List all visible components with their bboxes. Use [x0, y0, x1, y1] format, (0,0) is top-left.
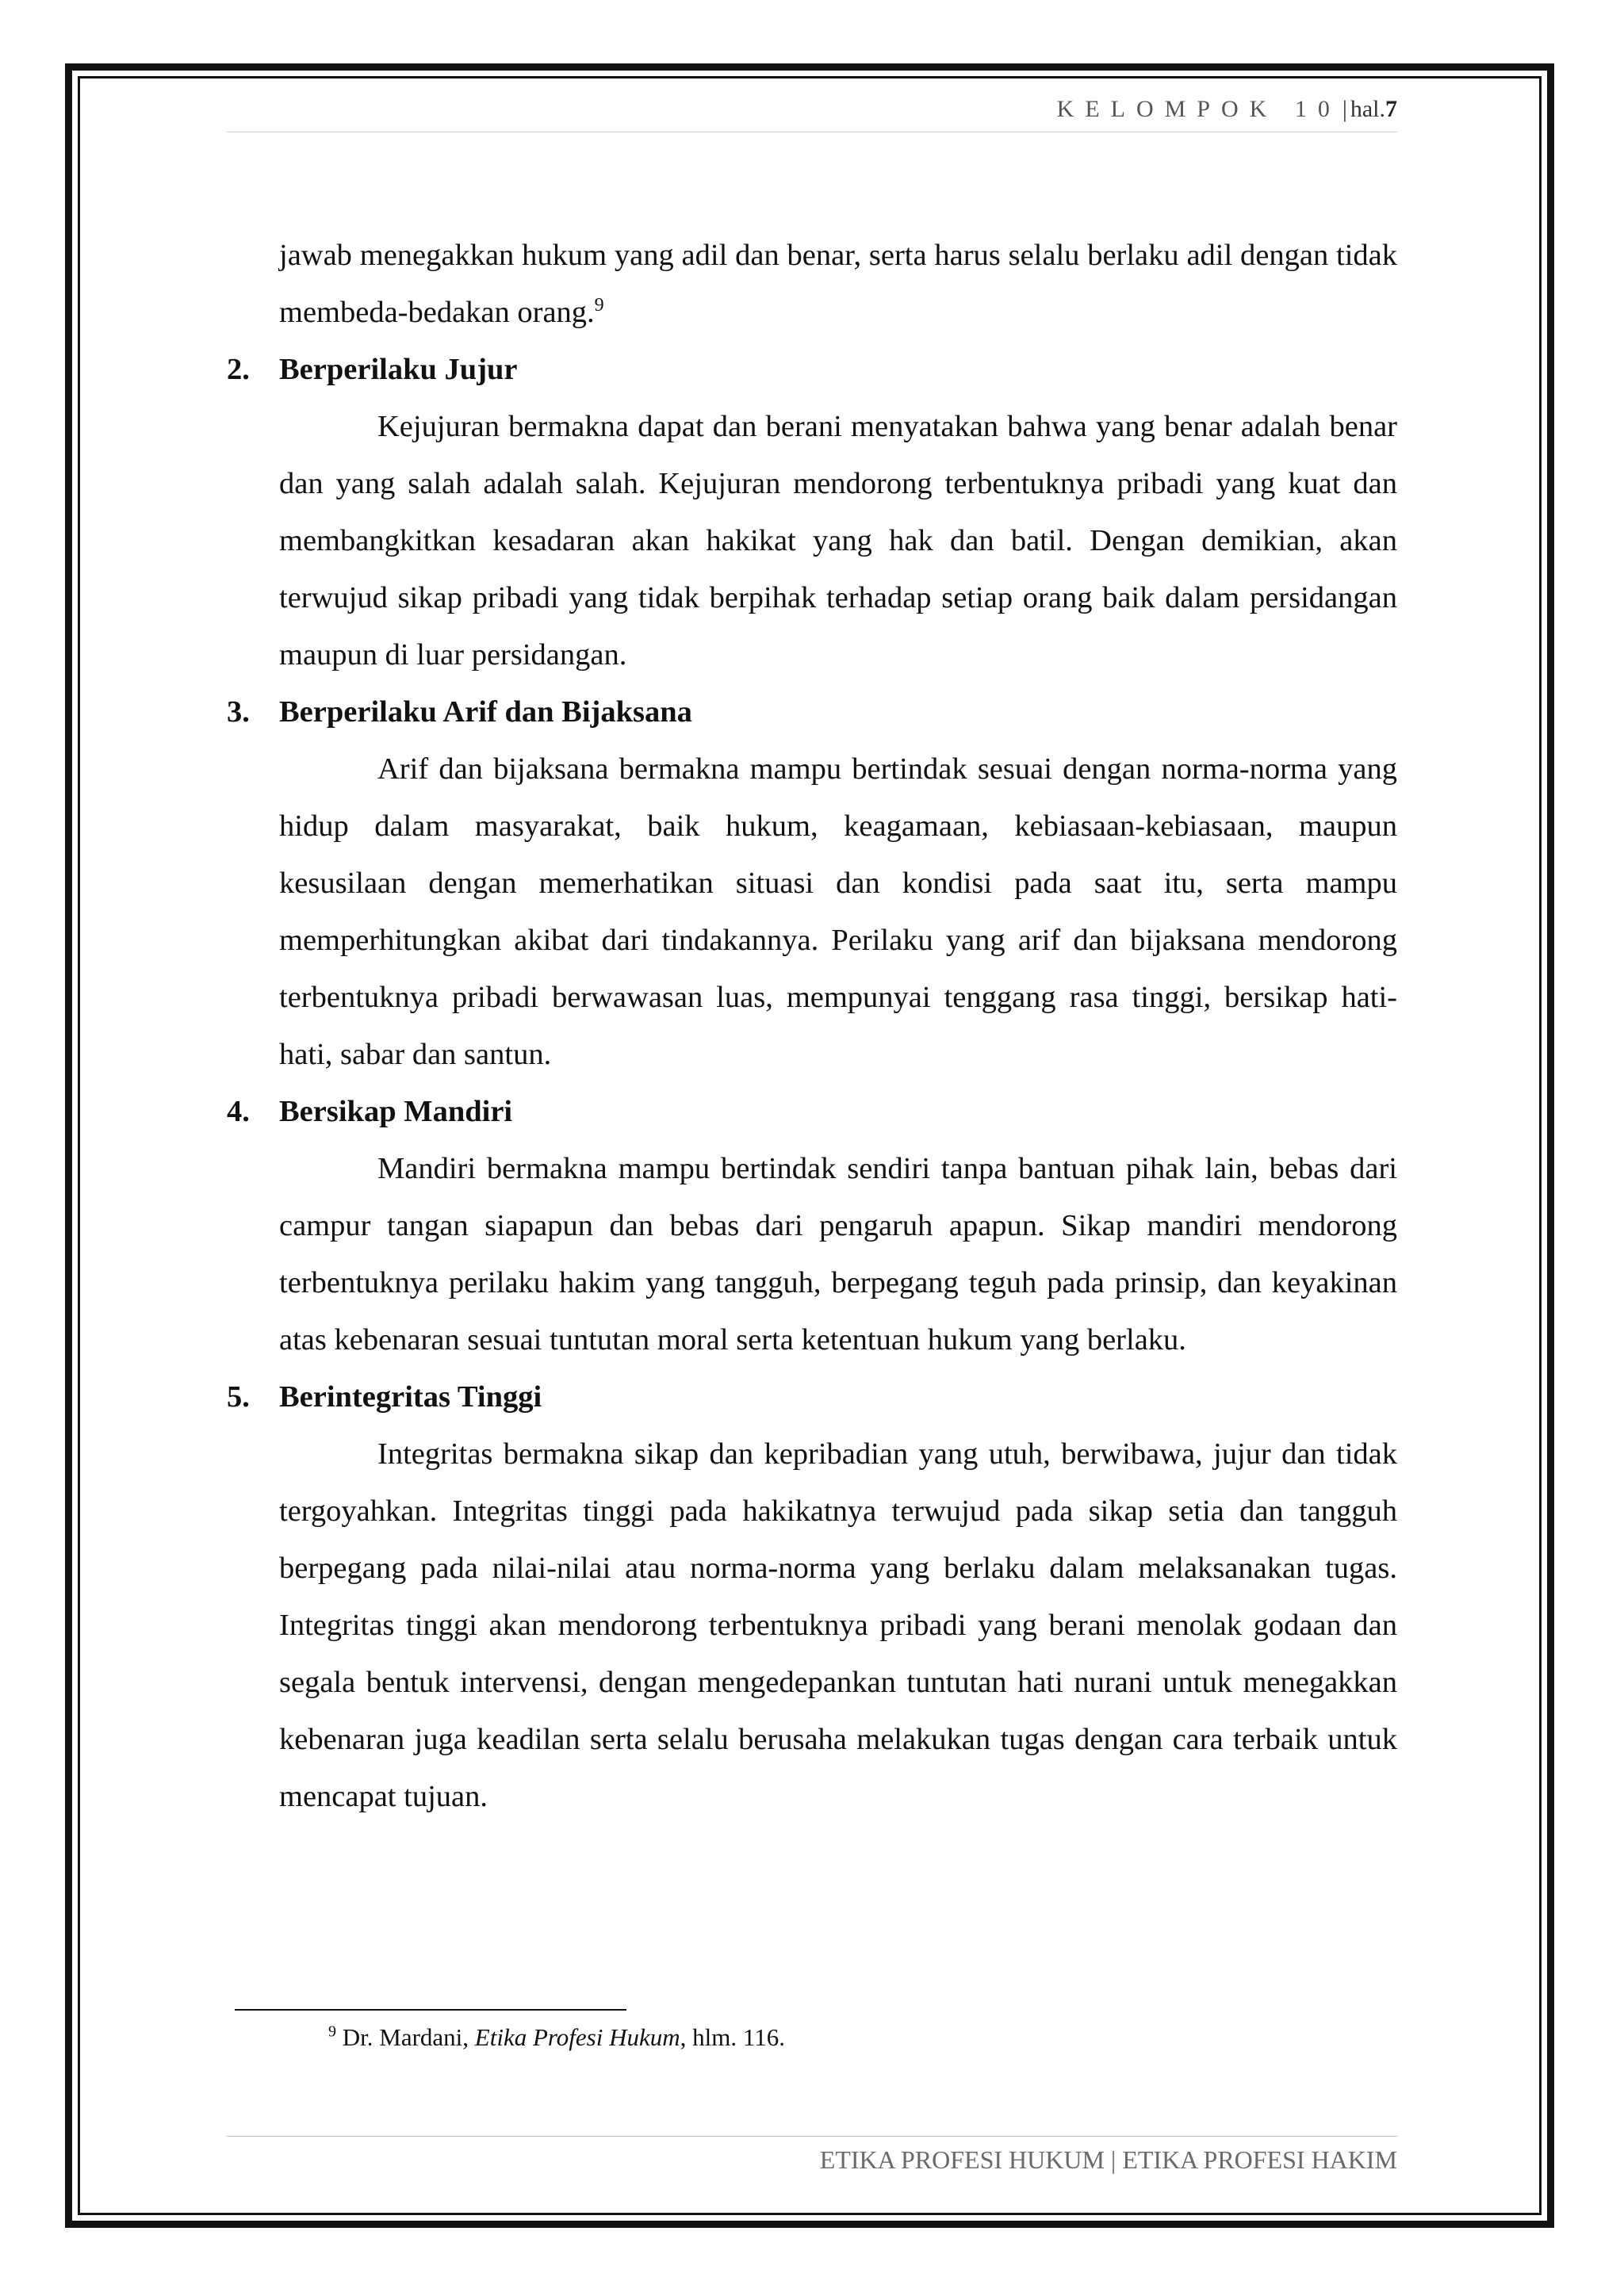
section-berperilaku-jujur [227, 341, 1397, 683]
section-number: 3. [227, 695, 250, 729]
page-header [1057, 94, 1397, 125]
header-separator: | [1342, 96, 1347, 122]
section-heading [227, 341, 1397, 398]
header-page-label: hal. [1350, 96, 1385, 122]
section-number: 4. [227, 1095, 250, 1128]
section-bersikap-mandiri [227, 1083, 1397, 1368]
section-paragraph: Kejujuran bermakna dapat dan berani menyatakan bahwa yang benar adalah benar dan yang salah adalah salah. Kejujuran mendorong terbentuknya pribadi yang kuat dan membangkitkan kesadaran akan hakikat yang hak dan batil. Dengan demikian, akan terwujud sikap pribadi yang tidak berpihak terhadap setiap orang baik dalam persidangan maupun di luar persidangan. [279, 410, 1397, 672]
footnote-citation: , hlm. 116. [680, 2023, 785, 2051]
section-title: Bersikap Mandiri [279, 1095, 513, 1128]
section-title: Berperilaku Arif dan Bijaksana [279, 695, 692, 729]
section-paragraph: Mandiri bermakna mampu bertindak sendiri tanpa bantuan pihak lain, bebas dari campur tangan siapapun dan bebas dari pengaruh apapun. Sikap mandiri mendorong terbentuknya perilaku hakim yang tangguh, berpegang teguh pada prinsip, dan keyakinan atas kebenaran sesuai tuntutan moral serta ketentuan hukum yang berlaku. [279, 1152, 1397, 1357]
section-berperilaku-arif [227, 683, 1397, 1083]
page-footer: ETIKA PROFESI HUKUM | ETIKA PROFESI HAKIM [819, 2145, 1397, 2174]
section-number: 2. [227, 353, 250, 386]
footnote-title: Etika Profesi Hukum [474, 2023, 680, 2051]
section-heading [227, 683, 1397, 740]
section-heading [227, 1083, 1397, 1140]
footnote-number: 9 [328, 2022, 336, 2041]
section-paragraph: Arif dan bijaksana bermakna mampu bertindak sesuai dengan norma-norma yang hidup dalam masyarakat, baik hukum, keagamaan, kebiasaan-kebiasaan, maupun kesusilaan dengan memerhatikan situasi dan kondisi pada saat itu, serta mampu memperhitungkan akibat dari tindakannya. Perilaku yang arif dan bijaksana mendorong terbentuknya pribadi berwawasan luas, mempunyai tenggang rasa tinggi, bersikap hati-hati, sabar dan santun. [279, 752, 1397, 1071]
footnote [328, 2022, 785, 2053]
section-berintegritas-tinggi [227, 1368, 1397, 1825]
footer-rule [227, 2136, 1397, 2137]
footnote-separator [235, 2009, 626, 2011]
header-page-number: 7 [1385, 96, 1397, 122]
section-number: 5. [227, 1380, 250, 1414]
continuation-text: jawab menegakkan hukum yang adil dan benar, serta harus selalu berlaku adil dengan tidak membeda-bedakan orang. [279, 239, 1397, 329]
footnote-author: Dr. Mardani, [342, 2023, 469, 2051]
section-paragraph: Integritas bermakna sikap dan kepribadian yang utuh, berwibawa, jujur dan tidak tergoyahkan. Integritas tinggi pada hakikatnya terwujud pada sikap setia dan tangguh berpegang pada nilai-nilai atau norma-norma yang berlaku dalam melaksanakan tugas. Integritas tinggi akan mendorong terbentuknya pribadi yang berani menolak godaan dan segala bentuk intervensi, dengan mengedepankan tuntutan hati nurani untuk menegakkan kebenaran juga keadilan serta selalu berusaha melakukan tugas dengan cara terbaik untuk mencapat tujuan. [279, 1437, 1397, 1813]
footnote-reference[interactable]: 9 [594, 295, 604, 316]
section-title: Berintegritas Tinggi [279, 1380, 542, 1414]
section-heading [227, 1368, 1397, 1425]
document-body [227, 227, 1397, 1825]
continuation-paragraph [279, 227, 1397, 341]
section-title: Berperilaku Jujur [279, 353, 518, 386]
header-group-name: KELOMPOK 10 [1056, 96, 1341, 122]
